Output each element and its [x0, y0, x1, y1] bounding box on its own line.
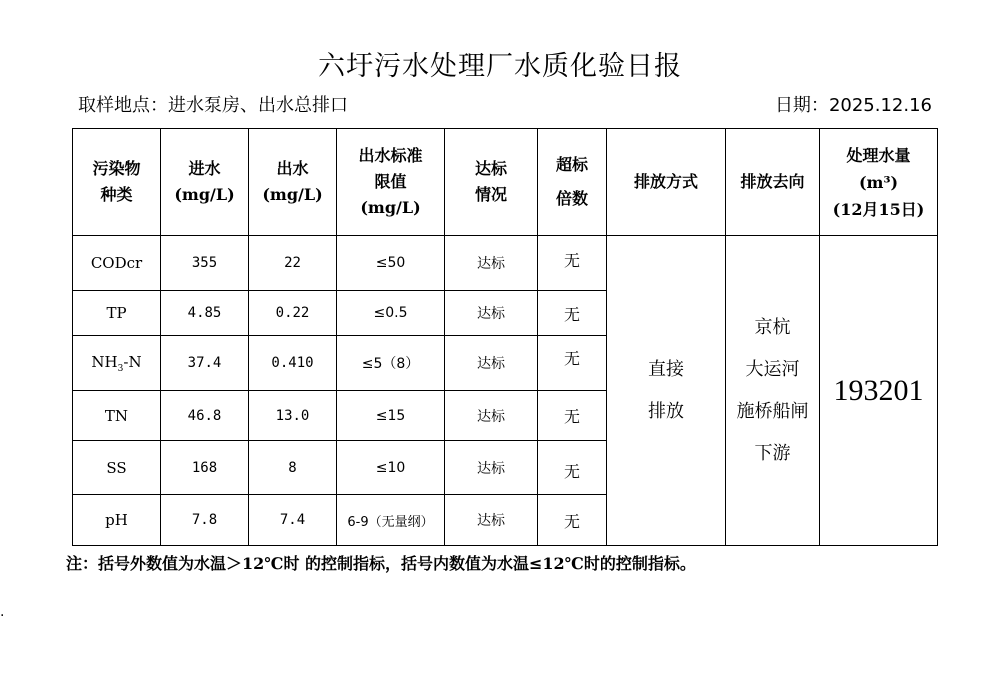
date-label: 日期： — [774, 95, 829, 116]
header-discharge-dest: 排放去向 — [726, 129, 820, 236]
effluent-cell: 22 — [249, 236, 337, 291]
stray-dot: . — [0, 604, 5, 620]
status-cell: 达标 — [445, 441, 538, 495]
date-value: 2025.12.16 — [828, 95, 932, 116]
status-cell: 达标 — [445, 291, 538, 336]
header-row — [73, 129, 938, 236]
effluent-cell: 0.22 — [249, 291, 337, 336]
header-effluent: 出水 (mg/L) — [249, 129, 337, 236]
report-title: 六圩污水处理厂水质化验日报 — [318, 51, 682, 82]
pollutant-cell: TP — [73, 291, 161, 336]
header-discharge-method: 排放方式 — [607, 129, 726, 236]
report-date — [775, 91, 932, 117]
exceed-cell: 无 — [538, 391, 607, 441]
discharge-method-cell: 直接 排放 — [607, 236, 726, 546]
limit-cell: 6-9（无量纲） — [337, 495, 445, 546]
status-cell: 达标 — [445, 391, 538, 441]
pollutant-cell: CODcr — [73, 236, 161, 291]
effluent-cell: 8 — [249, 441, 337, 495]
exceed-cell: 无 — [538, 441, 607, 495]
discharge-dest-cell: 京杭 大运河 施桥船闸 下游 — [726, 236, 820, 546]
footnote: 注：括号外数值为水温＞12℃时 的控制指标，括号内数值为水温≤12℃时的控制指标。 — [66, 554, 696, 573]
exceed-cell: 无 — [538, 495, 607, 546]
pollutant-cell: SS — [73, 441, 161, 495]
limit-cell: ≤15 — [337, 391, 445, 441]
influent-cell: 46.8 — [161, 391, 249, 441]
influent-cell: 7.8 — [161, 495, 249, 546]
header-exceed: 超标 倍数 — [538, 129, 607, 236]
influent-cell: 168 — [161, 441, 249, 495]
limit-cell: ≤50 — [337, 236, 445, 291]
influent-cell: 355 — [161, 236, 249, 291]
limit-cell: ≤0.5 — [337, 291, 445, 336]
header-influent: 进水 (mg/L) — [161, 129, 249, 236]
exceed-cell: 无 — [538, 236, 607, 291]
exceed-cell: 无 — [538, 291, 607, 336]
header-volume: 处理水量 (m³) (12月15日) — [820, 129, 938, 236]
table-row — [73, 236, 938, 291]
effluent-cell: 0.410 — [249, 336, 337, 391]
volume-cell: 193201 — [820, 236, 938, 546]
header-pollutant: 污染物 种类 — [73, 129, 161, 236]
sampling-location: 取样地点：进水泵房、出水总排口 — [78, 95, 348, 116]
water-quality-table — [72, 128, 938, 546]
effluent-cell: 13.0 — [249, 391, 337, 441]
header-limit: 出水标准 限值 (mg/L) — [337, 129, 445, 236]
influent-cell: 37.4 — [161, 336, 249, 391]
influent-cell: 4.85 — [161, 291, 249, 336]
status-cell: 达标 — [445, 336, 538, 391]
limit-cell: ≤10 — [337, 441, 445, 495]
header-status: 达标 情况 — [445, 129, 538, 236]
exceed-cell: 无 — [538, 336, 607, 391]
status-cell: 达标 — [445, 236, 538, 291]
pollutant-cell: $NH_3-N$ — [73, 336, 161, 391]
pollutant-cell: TN — [73, 391, 161, 441]
limit-cell: ≤5（8） — [337, 336, 445, 391]
status-cell: 达标 — [445, 495, 538, 546]
pollutant-cell: pH — [73, 495, 161, 546]
effluent-cell: 7.4 — [249, 495, 337, 546]
